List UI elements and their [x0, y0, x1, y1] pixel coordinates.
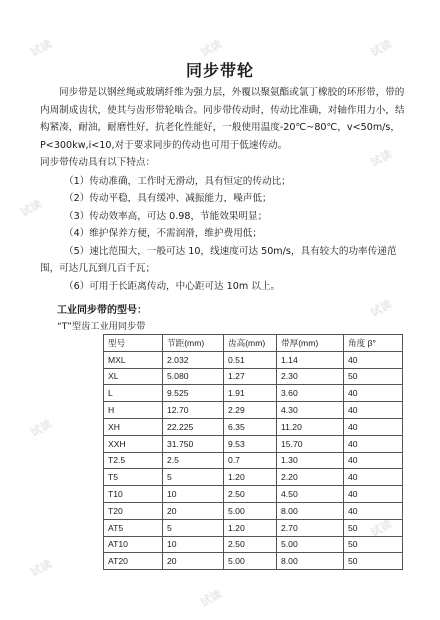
cell-pitch: 20	[163, 502, 224, 519]
belt-spec-table	[103, 334, 403, 570]
cell-belt-thickness: 5.00	[277, 536, 344, 553]
table-row	[104, 402, 403, 419]
table-body	[104, 351, 403, 569]
table-caption: “T”型齿工业用同步带	[57, 321, 146, 332]
feature-item-5: （5）速比范围大，一般可达 10，线速度可达 50m/s，具有较大的功率传递范围，可达几瓦到几百千瓦；	[40, 245, 397, 274]
cell-model: T5	[104, 469, 163, 486]
cell-belt-thickness: 15.70	[277, 435, 344, 452]
cell-model: MXL	[104, 351, 163, 368]
section-title: 工业同步带的型号：	[57, 305, 147, 316]
cell-pitch: 31.750	[163, 435, 224, 452]
header-model: 型号	[104, 335, 163, 352]
cell-angle: 40	[344, 502, 403, 519]
cell-tooth-height: 0.7	[224, 452, 277, 469]
table-row	[104, 519, 403, 536]
feature-item-4: （4）维护保养方便，不需润滑，维护费用低；	[64, 228, 262, 239]
cell-angle: 40	[344, 469, 403, 486]
cell-pitch: 12.70	[163, 402, 224, 419]
cell-model: AT20	[104, 553, 163, 570]
table-row	[104, 469, 403, 486]
cell-pitch: 2.032	[163, 351, 224, 368]
cell-angle: 50	[344, 368, 403, 385]
table-row	[104, 452, 403, 469]
cell-model: L	[104, 385, 163, 402]
page-title: 同步带轮	[185, 61, 254, 80]
cell-belt-thickness: 1.30	[277, 452, 344, 469]
cell-model: XH	[104, 418, 163, 435]
cell-belt-thickness: 3.60	[277, 385, 344, 402]
cell-angle: 40	[344, 435, 403, 452]
cell-angle: 40	[344, 385, 403, 402]
cell-angle: 50	[344, 536, 403, 553]
cell-model: T20	[104, 502, 163, 519]
watermark-text: 试读	[368, 517, 394, 540]
cell-belt-thickness: 2.20	[277, 469, 344, 486]
cell-model: XL	[104, 368, 163, 385]
cell-belt-thickness: 4.30	[277, 402, 344, 419]
cell-pitch: 10	[163, 536, 224, 553]
cell-belt-thickness: 2.30	[277, 368, 344, 385]
feature-item-1: （1）传动准确，工作时无滑动，具有恒定的传动比；	[64, 175, 291, 187]
features-list	[40, 173, 410, 296]
cell-pitch: 5	[163, 469, 224, 486]
cell-model: T2.5	[104, 452, 163, 469]
cell-belt-thickness: 2.70	[277, 519, 344, 536]
watermark-text: 试读	[18, 197, 44, 220]
table-row	[104, 502, 403, 519]
table-row	[104, 435, 403, 452]
table-row	[104, 536, 403, 553]
cell-angle: 50	[344, 519, 403, 536]
cell-pitch: 5	[163, 519, 224, 536]
cell-model: H	[104, 402, 163, 419]
cell-pitch: 22.225	[163, 418, 224, 435]
cell-model: XXH	[104, 435, 163, 452]
table-row	[104, 486, 403, 503]
table-row	[104, 553, 403, 570]
watermark-text: 试读	[368, 147, 394, 170]
cell-tooth-height: 2.29	[224, 402, 277, 419]
cell-angle: 40	[344, 486, 403, 503]
feature-item-2: （2）传动平稳，具有缓冲、减振能力，噪声低；	[64, 193, 272, 204]
intro-paragraph: 同步带是以钢丝绳或玻璃纤维为强力层，外覆以聚氨酯或氯丁橡胶的环形带，带的内周制成齿状，使其与齿形带轮啮合。同步带传动时，传动比准确，对轴作用力小，结构紧凑，耐油，耐磨性好，抗老化性能好，一般使用温度-20℃~80℃，v<50m/s，P<300kw,i<10,对于要求同步的传动也可用于低速传动。	[40, 87, 405, 151]
cell-tooth-height: 6.35	[224, 418, 277, 435]
header-tooth-height: 齿高(mm)	[224, 335, 277, 352]
cell-tooth-height: 5.00	[224, 553, 277, 570]
cell-tooth-height: 1.20	[224, 469, 277, 486]
cell-belt-thickness: 4.50	[277, 486, 344, 503]
cell-tooth-height: 2.50	[224, 486, 277, 503]
cell-tooth-height: 1.20	[224, 519, 277, 536]
table-row	[104, 351, 403, 368]
watermark-text: 试读	[198, 587, 224, 610]
watermark-text: 试读	[198, 37, 224, 60]
cell-pitch: 5.080	[163, 368, 224, 385]
cell-pitch: 10	[163, 486, 224, 503]
table-row	[104, 418, 403, 435]
cell-pitch: 20	[163, 553, 224, 570]
cell-belt-thickness: 11.20	[277, 418, 344, 435]
header-belt-thickness: 带厚(mm)	[277, 335, 344, 352]
cell-tooth-height: 1.91	[224, 385, 277, 402]
cell-pitch: 9.525	[163, 385, 224, 402]
table-row	[104, 385, 403, 402]
cell-angle: 40	[344, 452, 403, 469]
cell-belt-thickness: 8.00	[277, 553, 344, 570]
table-header-row	[104, 335, 403, 352]
cell-belt-thickness: 8.00	[277, 502, 344, 519]
cell-tooth-height: 2.50	[224, 536, 277, 553]
watermark-text: 试读	[368, 297, 394, 320]
watermark-text: 试读	[28, 417, 54, 440]
cell-belt-thickness: 1.14	[277, 351, 344, 368]
cell-pitch: 2.5	[163, 452, 224, 469]
cell-angle: 40	[344, 351, 403, 368]
features-lead: 同步带传动具有以下特点：	[40, 157, 156, 168]
cell-tooth-height: 0.51	[224, 351, 277, 368]
table-row	[104, 368, 403, 385]
watermark-text: 试读	[368, 37, 394, 60]
cell-model: T10	[104, 486, 163, 503]
cell-tooth-height: 5.00	[224, 502, 277, 519]
cell-tooth-height: 1.27	[224, 368, 277, 385]
cell-angle: 50	[344, 553, 403, 570]
feature-item-6: （6）可用于长距离传动，中心距可达 10m 以上。	[64, 280, 281, 292]
body-text	[40, 84, 410, 295]
cell-angle: 40	[344, 402, 403, 419]
watermark-text: 试读	[28, 557, 54, 580]
cell-tooth-height: 9.53	[224, 435, 277, 452]
header-angle: 角度 β°	[344, 335, 403, 352]
cell-model: AT5	[104, 519, 163, 536]
cell-model: AT10	[104, 536, 163, 553]
header-pitch: 节距(mm)	[163, 335, 224, 352]
watermark-text: 试读	[28, 37, 54, 60]
cell-angle: 40	[344, 418, 403, 435]
feature-item-3: （3）传动效率高，可达 0.98，节能效果明显；	[64, 210, 268, 222]
